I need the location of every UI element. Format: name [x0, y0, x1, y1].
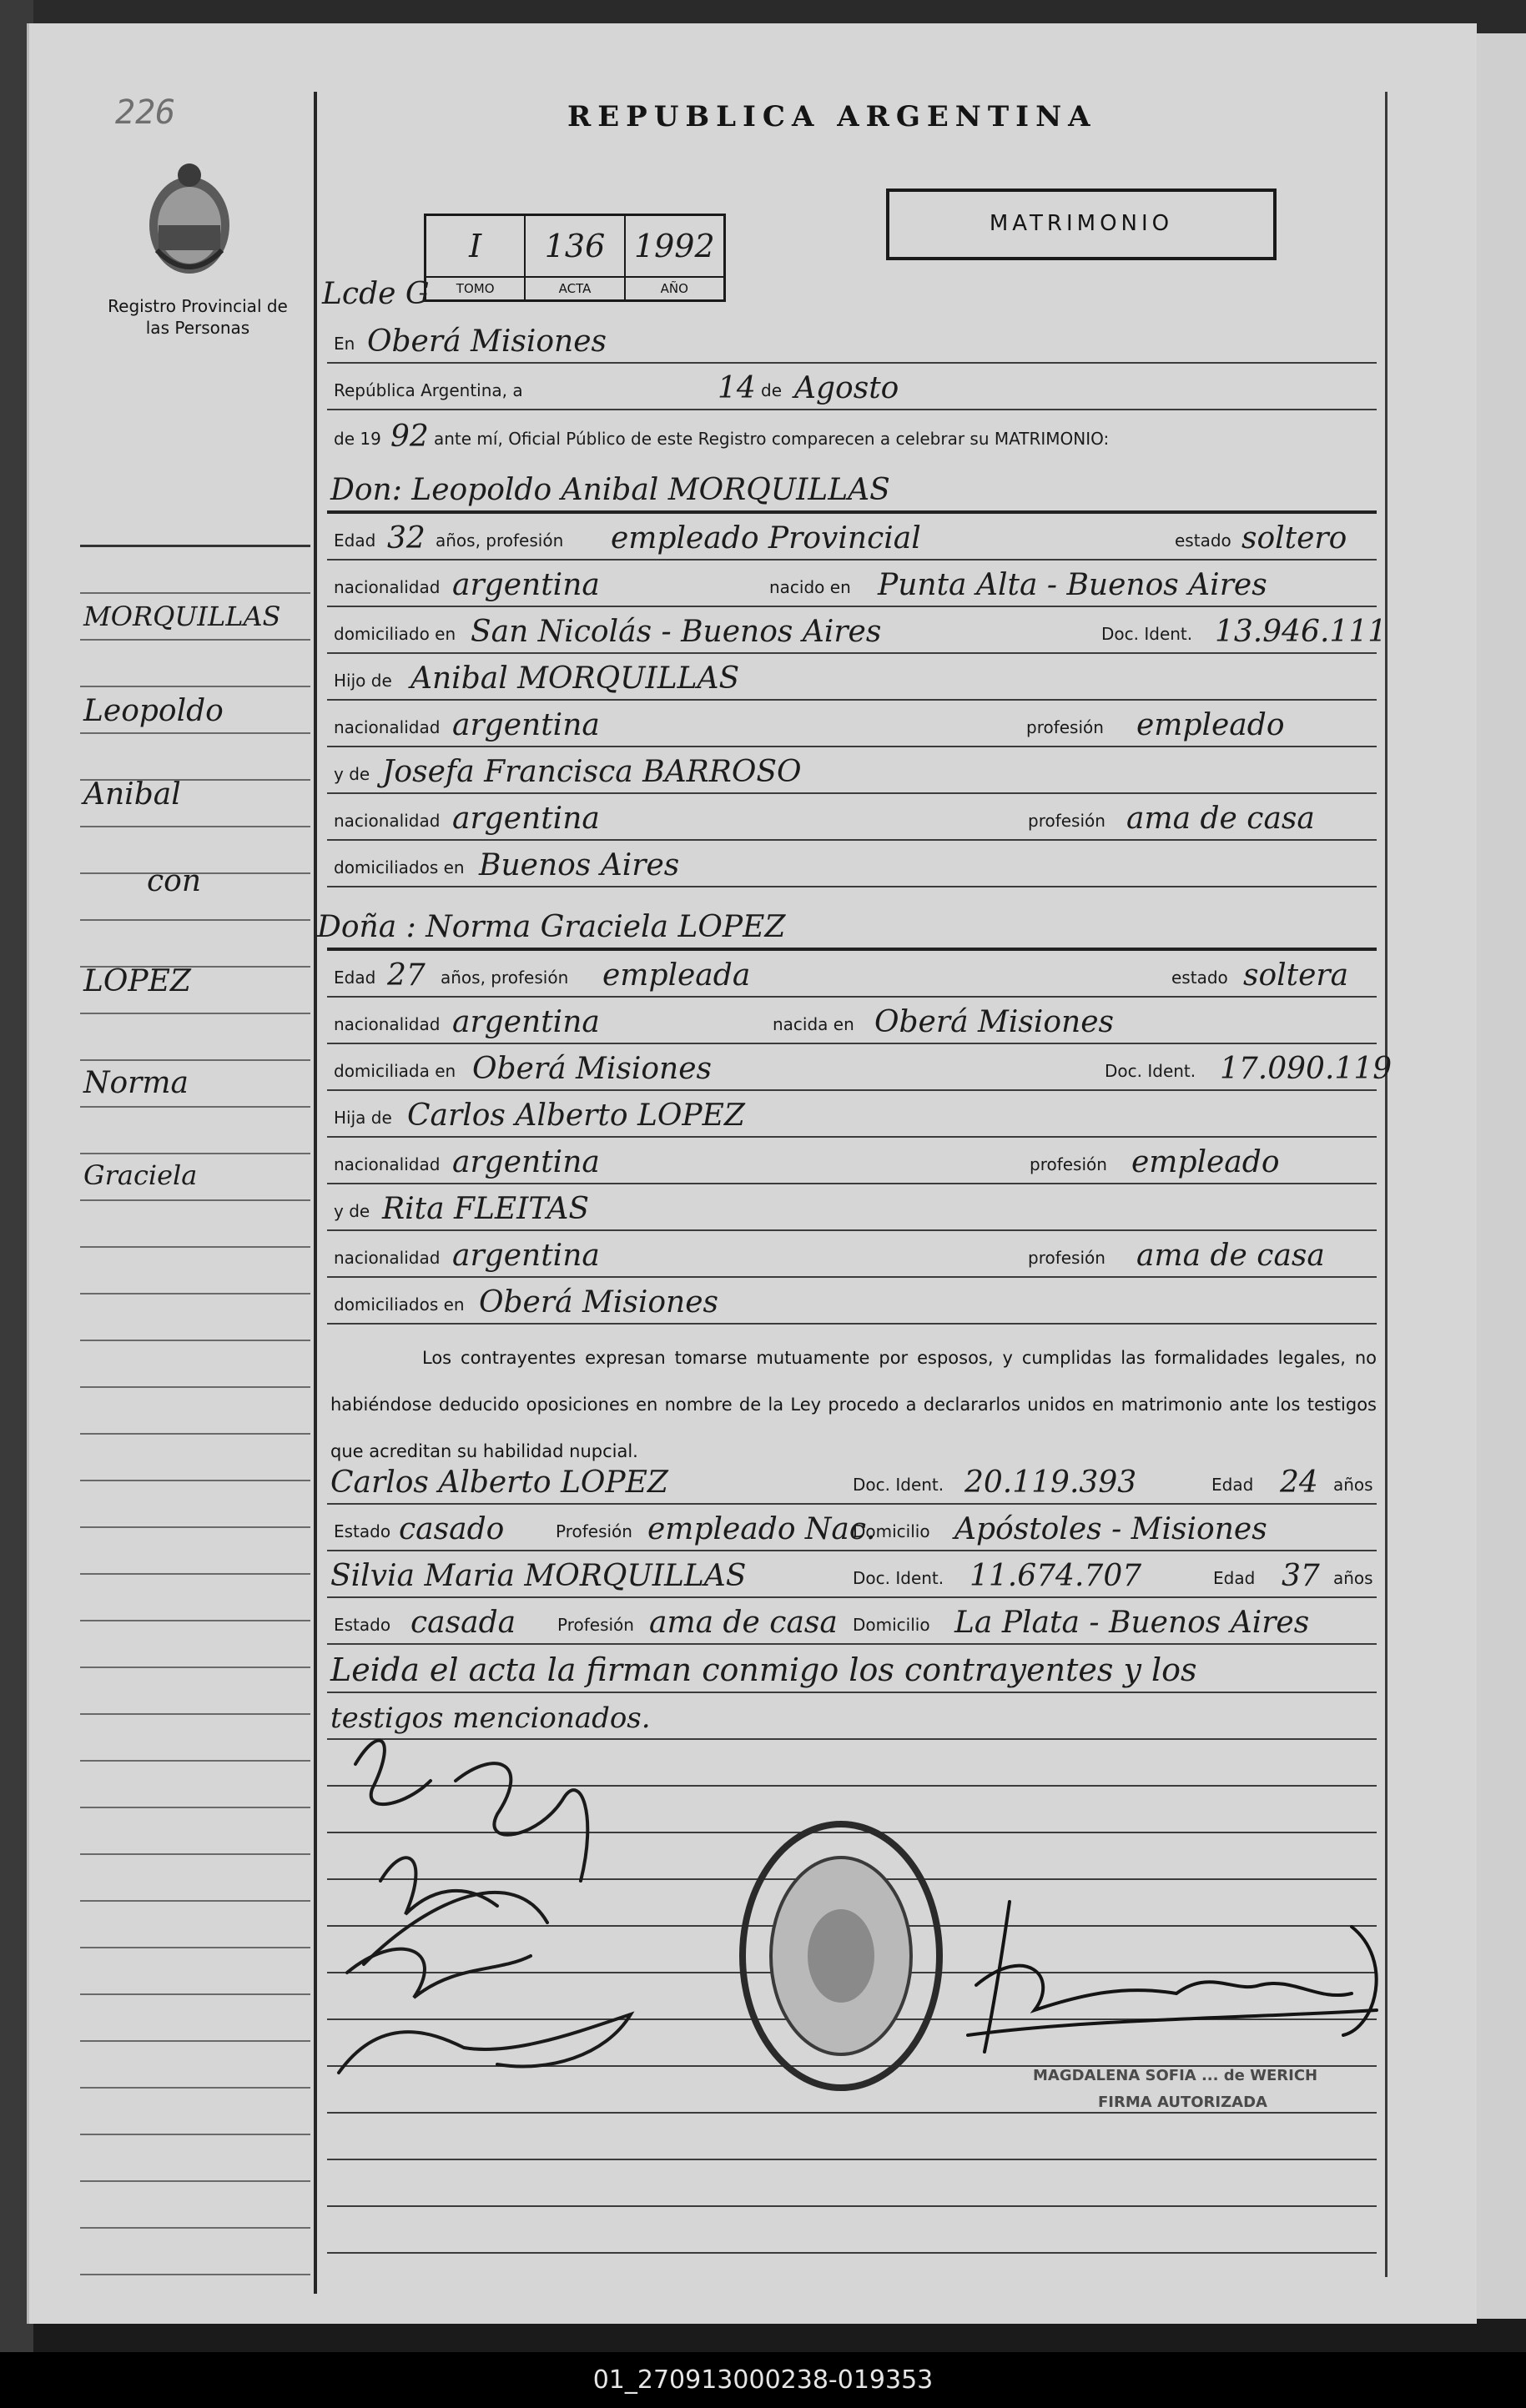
- margin-rule: [80, 1014, 310, 1061]
- margin-name-4: Graciela: [83, 1159, 198, 1191]
- witness1-name: Carlos Alberto LOPEZ: [330, 1465, 668, 1500]
- witness2-age: 37: [1282, 1559, 1320, 1593]
- label: nacionalidad: [334, 1154, 441, 1174]
- label: estado: [1175, 530, 1231, 550]
- witness2-address: La Plata - Buenos Aires: [954, 1606, 1310, 1640]
- place-value: Oberá Misiones: [367, 324, 607, 359]
- witness2-name: Silvia Maria MORQUILLAS: [330, 1559, 747, 1593]
- groom-name: Don: Leopoldo Anibal MORQUILLAS: [330, 473, 890, 507]
- official-signature-icon: [959, 1893, 1393, 2069]
- label: Profesión: [557, 1615, 634, 1635]
- margin-name-1: Leopoldo: [83, 694, 224, 728]
- groom-address-line: [327, 607, 1388, 654]
- anio-label: AÑO: [626, 276, 723, 299]
- groom-profession: empleado Provincial: [611, 521, 921, 555]
- bride-father: Carlos Alberto LOPEZ: [407, 1098, 745, 1133]
- bride-father-nat-line: [327, 1138, 1377, 1184]
- label: Domicilio: [853, 1615, 930, 1635]
- witness2-detail-line: [327, 1598, 1377, 1645]
- official-title: FIRMA AUTORIZADA: [1098, 2094, 1267, 2111]
- code-note: Lcde G: [322, 277, 430, 311]
- acta-value: 136: [544, 228, 606, 264]
- groom-nationality-line: [327, 561, 1377, 607]
- acta-label: ACTA: [526, 276, 623, 299]
- margin-rule: [80, 1528, 310, 1575]
- label: Hijo de: [334, 671, 392, 691]
- page-number: 226: [115, 93, 176, 132]
- bride-nationality-line: [327, 998, 1377, 1044]
- margin-rule: [80, 547, 310, 594]
- groom-mother-prof: ama de casa: [1126, 802, 1315, 836]
- margin-rule: [80, 1902, 310, 1948]
- witness2-line: [327, 1551, 1377, 1598]
- margin-rule: [80, 1201, 310, 1248]
- groom-status: soltero: [1241, 521, 1347, 555]
- bride-parents-address: Oberá Misiones: [479, 1285, 718, 1320]
- margin-rule: [80, 1715, 310, 1762]
- margin-rule: [80, 1108, 310, 1154]
- witness-signatures-icon: [330, 1714, 698, 2089]
- groom-mother-line: [327, 747, 1377, 794]
- groom-age: 32: [387, 521, 426, 555]
- closing-text-2: testigos mencionados.: [330, 1702, 651, 1735]
- groom-mother-nat: argentina: [452, 802, 600, 836]
- groom-nationality: argentina: [452, 568, 600, 602]
- margin-rule: [80, 500, 310, 547]
- label: años, profesión: [441, 968, 569, 988]
- witness1-age: 24: [1280, 1465, 1318, 1500]
- label: profesión: [1026, 717, 1104, 737]
- margin-rule: [80, 1621, 310, 1668]
- label: domiciliado en: [334, 624, 456, 644]
- label: estado: [1171, 968, 1228, 988]
- label: Edad: [1211, 1475, 1254, 1495]
- label: nacionalidad: [334, 717, 441, 737]
- tomo-label: TOMO: [426, 276, 524, 299]
- label: Doc. Ident.: [1101, 624, 1193, 644]
- label: nacido en: [769, 577, 851, 597]
- label: nacida en: [773, 1014, 854, 1034]
- republica-label: República Argentina, a: [334, 380, 523, 400]
- groom-parents-address-line: [327, 841, 1377, 887]
- month-value: Agosto: [794, 371, 899, 405]
- official-name: MAGDALENA SOFIA ... de WERICH: [1033, 2067, 1318, 2084]
- label: Estado: [334, 1521, 391, 1541]
- groom-father-line: [327, 654, 1377, 701]
- bride-mother-nat-line: [327, 1231, 1377, 1278]
- label: nacionalidad: [334, 1248, 441, 1268]
- witness1-status: casado: [399, 1512, 505, 1546]
- groom-father-nat-line: [327, 701, 1377, 747]
- label: profesión: [1028, 1248, 1105, 1268]
- margin-rule: [80, 2042, 310, 2089]
- groom-father-prof: empleado: [1136, 708, 1285, 742]
- declaration-text: Los contrayentes expresan tomarse mutuamente por esposos, y cumplidas las formalidades legales, no habiéndose deducido oposiciones en nombre de la Ley procedo a declararlos unidos en matrimonio ante los testigos que acreditan su habilidad nupcial.: [330, 1348, 1377, 1461]
- groom-father: Anibal MORQUILLAS: [410, 661, 740, 696]
- label: nacionalidad: [334, 1014, 441, 1034]
- label: años: [1333, 1475, 1373, 1495]
- label: Domicilio: [853, 1521, 930, 1541]
- record-type-box: MATRIMONIO: [886, 189, 1277, 260]
- witness1-address: Apóstoles - Misiones: [954, 1512, 1267, 1546]
- witness1-profession: empleado Nac.: [647, 1512, 876, 1546]
- witness1-detail-line: [327, 1505, 1377, 1551]
- label: domiciliados en: [334, 1294, 465, 1315]
- bride-name: Doña : Norma Graciela LOPEZ: [317, 910, 786, 944]
- label: Profesión: [556, 1521, 632, 1541]
- label: Doc. Ident.: [853, 1568, 944, 1588]
- witness2-doc: 11.674.707: [969, 1559, 1142, 1593]
- anio-value: 1992: [633, 228, 715, 264]
- margin-rule: [80, 1435, 310, 1481]
- groom-parents-address: Buenos Aires: [479, 848, 680, 882]
- groom-mother: Josefa Francisca BARROSO: [382, 755, 802, 789]
- margin-rule: [80, 2182, 310, 2229]
- margin-rule: [80, 1808, 310, 1855]
- closing-text-1: Leida el acta la firman conmigo los contrayentes y los: [330, 1651, 1197, 1688]
- label: Doc. Ident.: [853, 1475, 944, 1495]
- margin-name-2: Anibal: [83, 777, 181, 812]
- coat-of-arms-icon: [140, 158, 239, 284]
- label: Edad: [1213, 1568, 1256, 1588]
- margin-rule: [80, 1294, 310, 1341]
- year-prefix: de 19: [334, 429, 381, 449]
- margin-rule: [80, 1481, 310, 1528]
- bride-parents-address-line: [327, 1278, 1377, 1325]
- bride-doc: 17.090.119: [1220, 1052, 1393, 1086]
- label: Estado: [334, 1615, 391, 1635]
- margin-rule: [80, 1948, 310, 1995]
- margin-rule: [80, 1855, 310, 1902]
- bride-profession: empleada: [602, 958, 751, 993]
- label: nacionalidad: [334, 577, 441, 597]
- witness2-profession: ama de casa: [649, 1606, 838, 1640]
- day-value: 14: [718, 371, 756, 405]
- label: nacionalidad: [334, 811, 441, 831]
- bride-status: soltera: [1243, 958, 1349, 993]
- official-stamp-icon: [733, 1814, 949, 2098]
- bride-birthplace: Oberá Misiones: [874, 1005, 1114, 1039]
- bride-age: 27: [387, 958, 426, 993]
- country-title: REPUBLICA ARGENTINA: [567, 100, 1097, 133]
- witness2-status: casada: [410, 1606, 516, 1640]
- tomo-cell: [426, 216, 526, 299]
- label: Edad: [334, 530, 376, 550]
- margin-rule: [80, 1248, 310, 1294]
- bride-nationality: argentina: [452, 1005, 600, 1039]
- margin-rule: [80, 1575, 310, 1621]
- margin-name-3: Norma: [83, 1066, 189, 1100]
- closing-line-1: [327, 1646, 1377, 1693]
- image-caption: 01_270913000238-019353: [592, 2365, 934, 2395]
- margin-rule: [80, 2229, 310, 2275]
- groom-doc: 13.946.111: [1215, 615, 1388, 649]
- label: años: [1333, 1568, 1373, 1588]
- witness1-doc: 20.119.393: [964, 1465, 1137, 1500]
- blank-line: [327, 2207, 1377, 2254]
- margin-con: con: [147, 864, 202, 898]
- label: profesión: [1028, 811, 1105, 831]
- date-line: [327, 364, 1377, 410]
- margin-surname: MORQUILLAS: [83, 601, 281, 632]
- groom-name-line: [327, 467, 1377, 514]
- registry-label: Registro Provincial de las Personas: [108, 296, 288, 338]
- bride-mother-prof: ama de casa: [1136, 1239, 1325, 1273]
- bride-age-line: [327, 951, 1377, 998]
- intro-text: ante mí, Oficial Público de este Registro comparecen a celebrar su MATRIMONIO:: [434, 429, 1110, 449]
- margin-rule: [80, 1341, 310, 1388]
- bride-name-line: [317, 904, 1377, 951]
- anio-cell: [626, 216, 723, 299]
- bride-mother-nat: argentina: [452, 1239, 600, 1273]
- label: y de: [334, 1201, 370, 1221]
- margin-divider: [314, 92, 317, 2294]
- groom-birthplace: Punta Alta - Buenos Aires: [878, 568, 1267, 602]
- bride-address: Oberá Misiones: [472, 1052, 712, 1086]
- margin-rule: [80, 1995, 310, 2042]
- bride-father-nat: argentina: [452, 1145, 600, 1179]
- blank-line: [327, 2114, 1377, 2160]
- year-value: 92: [390, 420, 429, 454]
- groom-mother-nat-line: [327, 794, 1377, 841]
- label: profesión: [1030, 1154, 1107, 1174]
- margin-rule: [80, 1762, 310, 1808]
- en-label: En: [334, 334, 355, 354]
- bride-mother-line: [327, 1184, 1377, 1231]
- label: domiciliados en: [334, 857, 465, 877]
- label: Doc. Ident.: [1105, 1061, 1196, 1081]
- margin-rule: [80, 1388, 310, 1435]
- tomo-value: I: [469, 228, 482, 264]
- intro-line: [327, 410, 1377, 457]
- margin-rule: [80, 1668, 310, 1715]
- label: domiciliada en: [334, 1061, 456, 1081]
- witness1-line: [327, 1458, 1377, 1505]
- label: Edad: [334, 968, 376, 988]
- margin-rule: [80, 921, 310, 968]
- groom-father-nat: argentina: [452, 708, 600, 742]
- bride-father-prof: empleado: [1131, 1145, 1280, 1179]
- acta-cell: [526, 216, 625, 299]
- reference-table: [424, 214, 726, 302]
- bride-address-line: [327, 1044, 1393, 1091]
- place-line: [327, 317, 1377, 364]
- bride-father-line: [327, 1091, 1377, 1138]
- label: y de: [334, 764, 370, 784]
- margin-surname-2: LOPEZ: [83, 964, 191, 998]
- margin-rule: [80, 2089, 310, 2135]
- margin-rule: [80, 641, 310, 687]
- blank-line: [327, 2160, 1377, 2207]
- groom-address: San Nicolás - Buenos Aires: [471, 615, 882, 649]
- groom-age-line: [327, 514, 1377, 561]
- bride-mother: Rita FLEITAS: [382, 1192, 590, 1226]
- label: Hija de: [334, 1108, 392, 1128]
- label: años, profesión: [436, 530, 564, 550]
- margin-rule: [80, 2135, 310, 2182]
- de-label: de: [761, 380, 782, 400]
- margin-rule: [80, 734, 310, 781]
